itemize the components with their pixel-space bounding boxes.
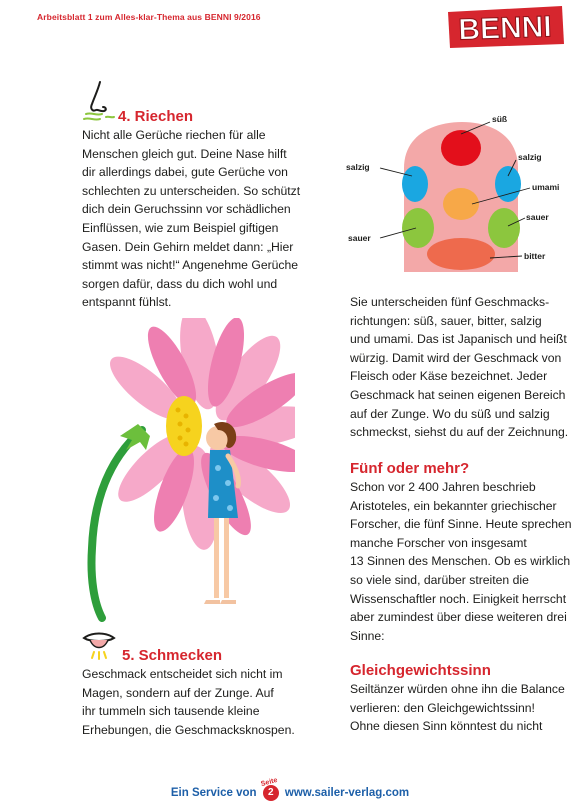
label-sauer-left: sauer bbox=[348, 233, 371, 243]
section-heading-fuenf-oder-mehr: Fünf oder mehr? bbox=[350, 460, 470, 477]
zone-suess bbox=[441, 130, 481, 166]
section-text-gleichgewichtssinn: Seiltänzer würden ohne ihn die Balance verlieren: den Gleichgewichtssinn! Ohne diesen Sinn könntest du nicht bbox=[350, 682, 565, 734]
label-sauer-right: sauer bbox=[526, 212, 549, 222]
section-heading-gleichgewichtssinn: Gleichgewichtssinn bbox=[350, 662, 491, 679]
benni-logo bbox=[444, 4, 566, 50]
mouth-tongue-icon bbox=[80, 628, 118, 660]
label-salzig-left: salzig bbox=[346, 162, 370, 172]
zone-sauer-left bbox=[402, 208, 434, 248]
footer-url[interactable]: www.sailer-verlag.com bbox=[284, 787, 410, 800]
footer bbox=[0, 776, 580, 801]
page-number: 2 bbox=[267, 787, 274, 798]
section-text-schmecken: Geschmack entscheidet sich nicht im Magen, sondern auf der Zunge. Auf ihr tummeln sich tausende kleine Erhebungen, die Geschmacksknospen. bbox=[82, 667, 295, 737]
label-salzig-right: salzig bbox=[518, 152, 542, 162]
section-text-riechen: Nicht alle Gerüche riechen für alle Menschen gleich gut. Deine Nase hilft dir allerdings dabei, gute Gerüche von schlechten zu unterscheiden. So schützt dich dein Geruchssinn vor schädlichen Einflüssen, wie zum Beispiel giftigen Gasen. Dein Gehirn meldet dann: „Hier stimmt was nicht!“ Angenehme Gerüche sorgen dafür, dass du dich wohl und entspannt fühlst. bbox=[82, 128, 301, 310]
tongue-diagram bbox=[340, 108, 570, 283]
label-bitter: bitter bbox=[524, 251, 546, 261]
page-word: Seite bbox=[259, 776, 278, 789]
worksheet-header: Arbeitsblatt 1 zum Alles-klar-Thema aus BENNI 9/2016 bbox=[37, 12, 261, 22]
nose-icon bbox=[82, 80, 118, 122]
section-heading-schmecken: 5. Schmecken bbox=[122, 647, 223, 664]
label-suess: süß bbox=[492, 114, 508, 124]
section-text-fuenf-oder-mehr: Schon vor 2 400 Jahren beschrieb Aristoteles, ein bekannter griechischer Forscher, die fünf Sinne. Heute sprechen manche Forscher von insgesamt 13 Sinnen des Menschen. Ob es wirklich so viele sind, darüber streiten die Wissenschaftler noch. Einigkeit herrscht aber zumindest über diese weiteren drei Sinne: bbox=[350, 480, 572, 643]
tongue-explanation-text: Sie unterscheiden fünf Geschmacks- richtungen: süß, sauer, bitter, salzig und umami. Das ist Japanisch und heißt würzig. Damit wird der Geschmack von Fleisch oder Käse bezeichnet. Jeder Geschmack hat seinen eigenen Bereich auf der Zunge. Wo du süß und salzig schmeckst, siehst du auf der Zeichnung. bbox=[350, 295, 569, 440]
svg-text:BENNI: BENNI bbox=[457, 10, 553, 47]
zone-sauer-right bbox=[488, 208, 520, 248]
page-number-badge bbox=[259, 776, 279, 801]
flower-girl-illustration bbox=[80, 318, 295, 623]
zone-salzig-left bbox=[402, 166, 428, 202]
zone-bitter bbox=[427, 238, 495, 270]
label-umami: umami bbox=[532, 182, 560, 192]
footer-prefix: Ein Service von bbox=[170, 787, 257, 800]
section-heading-riechen: 4. Riechen bbox=[118, 108, 194, 125]
